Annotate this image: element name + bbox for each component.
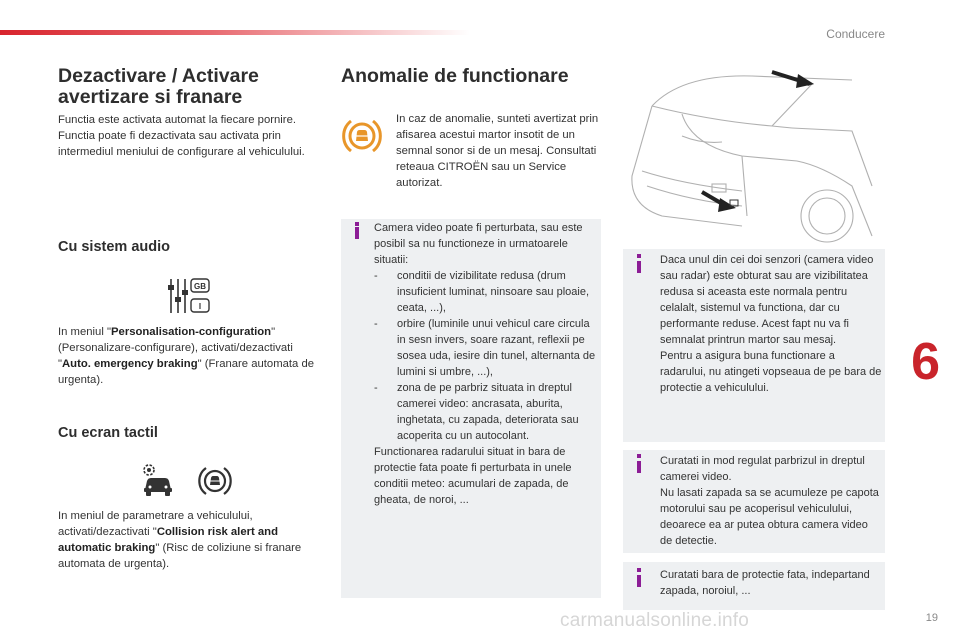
page-number: 19 [925, 612, 938, 624]
info-marker-icon [637, 261, 641, 273]
camera-box-intro: Camera video poate fi perturbata, sau este posibil sa nu functioneze in urmatoarele situatii: [374, 222, 583, 266]
vehicle-sensors-illustration [622, 66, 888, 251]
section-title: Conducere [826, 27, 885, 41]
audio-option-name: Auto. emergency braking [62, 358, 198, 370]
audio-subtitle: Cu sistem audio [58, 239, 170, 255]
audio-menu-name: Personalisation-configuration [111, 326, 272, 338]
car-settings-icon [140, 462, 176, 503]
audio-settings-icon [167, 277, 211, 320]
list-item: - conditii de vizibilitate redusa (drum insuficient luminat, ninsoare sau ploaie, ceata, ...), [374, 270, 590, 314]
sensor-info-box [623, 249, 885, 442]
deactivation-title: Dezactivare / Activare avertizare si franare [58, 65, 259, 108]
bumper-box-text: Curatati bara de protectie fata, indepartand zapada, noroiul, ... [660, 569, 870, 597]
audio-instructions: In meniul "Personalisation-configuration" (Personalizare-configurare), activati/dezactivati "Auto. emergency braking" (Franare automata de urgenta). [58, 326, 315, 386]
header-red-bar [0, 30, 470, 35]
info-marker-icon [355, 227, 359, 239]
sensor-box-text: Daca unul din cei doi senzori (camera video sau radar) este obturat sau are vizibilitatea redusa si aceasta este normala pentru celalalt, sistemul va functiona, dar cu performante reduse. Acest fapt nu va fi semnalat printrun martor sau mesaj. Pentru a asigura buna functionare a radarului, nu atingeti vopseaua de pe bara de protectie a vehiculului. [660, 254, 882, 394]
malfunction-title: Anomalie de functionare [341, 65, 569, 87]
camera-box-outro: Functionarea radarului situat in bara de protectie fata poate fi perturbata in unele conditii meteo: acumulari de zapada, de gheata, de noroi, ... [374, 446, 572, 506]
collision-warning-icon [198, 464, 232, 503]
touchscreen-option-name: Collision risk alert and automatic braking [58, 526, 278, 554]
deactivation-intro: Functia este activata automat la fiecare pornire. Functia poate fi dezactivata sau activata prin intermediul meniului de configurare al vehiculului. [58, 114, 305, 158]
touchscreen-subtitle: Cu ecran tactil [58, 425, 158, 441]
collision-warning-light-icon [342, 116, 382, 161]
audio-icon-label-top: GB [194, 282, 206, 291]
info-marker-icon [637, 575, 641, 587]
windscreen-box-text: Curatati in mod regulat parbrizul in dreptul camerei video. Nu lasati zapada sa se acumuleze pe capota motorului sau pe acoperisul vehiculului, deoarece ea ar putea obtura camera video de detectie. [660, 455, 879, 547]
audio-icon-label-bottom: I [198, 302, 202, 311]
info-marker-icon [637, 461, 641, 473]
list-item: - orbire (luminile unui vehicul care circula in sesn invers, soare razant, reflexii pe sosea uda, iesire din tunel, alternanta de lumini si umbre, ...), [374, 318, 596, 378]
list-item: - zona de pe parbriz situata in dreptul camerei video: ancrasata, aburita, inghetata, cu zapada, deteriorata sau acoperita cu un autocolant. [374, 382, 579, 442]
touchscreen-instructions: In meniul de parametrare a vehiculului, activati/dezactivati "Collision risk alert and automatic braking" (Risc de coliziune si franare automata de urgenta). [58, 510, 302, 570]
chapter-number: 6 [911, 333, 940, 391]
malfunction-text: In caz de anomalie, sunteti avertizat prin afisarea acestui martor insotit de un semnal sonor si de un mesaj. Consultati reteaua CITROËN sau un Service autorizat. [396, 113, 599, 189]
bumper-info-box [623, 562, 885, 610]
camera-info-box [341, 219, 601, 598]
windscreen-info-box [623, 450, 885, 553]
watermark: carmanualsonline.info [560, 610, 750, 631]
